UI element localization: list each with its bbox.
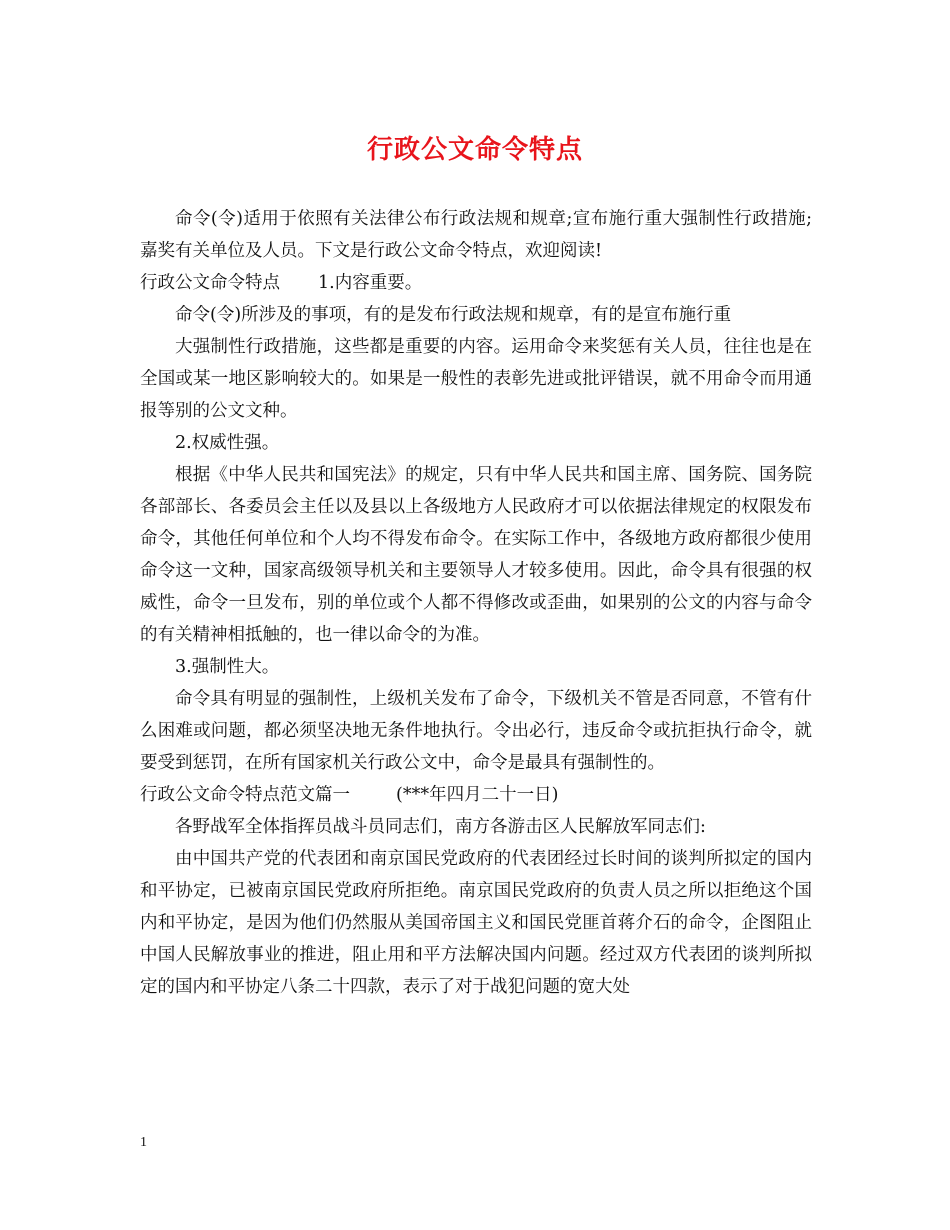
page-number: 1 [140, 1135, 147, 1150]
section-heading-1-right: 1.内容重要。 [318, 273, 423, 293]
section-heading-2-right: (***年四月二十一日) [396, 785, 559, 805]
section-heading-1 [140, 267, 812, 299]
document-body [140, 203, 812, 1003]
section-heading-authority: 2.权威性强。 [175, 433, 280, 453]
intro-paragraph: 命令(令)适用于依照有关法律公布行政法规和规章;宣布施行重大强制性行政措施;嘉奖有关单位及人员。下文是行政公文命令特点，欢迎阅读! [140, 209, 812, 261]
section-heading-mandatory: 3.强制性大。 [175, 657, 280, 677]
paragraph-salutation: 各野战军全体指挥员战斗员同志们，南方各游击区人民解放军同志们: [175, 817, 706, 837]
section-heading-1-left: 行政公文命令特点 [140, 273, 280, 293]
paragraph-authority: 根据《中华人民共和国宪法》的规定，只有中华人民共和国主席、国务院、国务院各部部长、各委员会主任以及县以上各级地方人民政府才可以依据法律规定的权限发布命令，其他任何单位和个人均不得发布命令。在实际工作中，各级地方政府都很少使用命令这一文种，国家高级领导机关和主要领导人才较多使用。因此，命令具有很强的权威性，命令一旦发布，别的单位或个人都不得修改或歪曲，如果别的公文的内容与命令的有关精神相抵触的，也一律以命令的为准。 [140, 465, 812, 645]
paragraph-sample-body: 由中国共产党的代表团和南京国民党政府的代表团经过长时间的谈判所拟定的国内和平协定，已被南京国民党政府所拒绝。南京国民党政府的负责人员之所以拒绝这个国内和平协定，是因为他们仍然服从美国帝国主义和国民党匪首蒋介石的命令，企图阻止中国人民解放事业的推进，阻止用和平方法解决国内问题。经过双方代表团的谈判所拟定的国内和平协定八条二十四款，表示了对于战犯问题的宽大处 [140, 849, 812, 997]
paragraph-mandatory: 命令具有明显的强制性，上级机关发布了命令，下级机关不管是否同意，不管有什么困难或问题，都必须坚决地无条件地执行。令出必行，违反命令或抗拒执行命令，就要受到惩罚，在所有国家机关行政公文中，命令是最具有强制性的。 [140, 689, 812, 773]
paragraph-content-importance: 命令(令)所涉及的事项，有的是发布行政法规和规章，有的是宣布施行重 [175, 305, 732, 325]
paragraph-content-importance-cont: 大强制性行政措施，这些都是重要的内容。运用命令来奖惩有关人员，往往也是在全国或某一地区影响较大的。如果是一般性的表彰先进或批评错误，就不用命令而用通报等别的公文文种。 [140, 337, 812, 421]
document-title: 行政公文命令特点 [366, 135, 583, 165]
section-heading-2-left: 行政公文命令特点范文篇一 [140, 785, 350, 805]
section-heading-2 [140, 779, 812, 811]
